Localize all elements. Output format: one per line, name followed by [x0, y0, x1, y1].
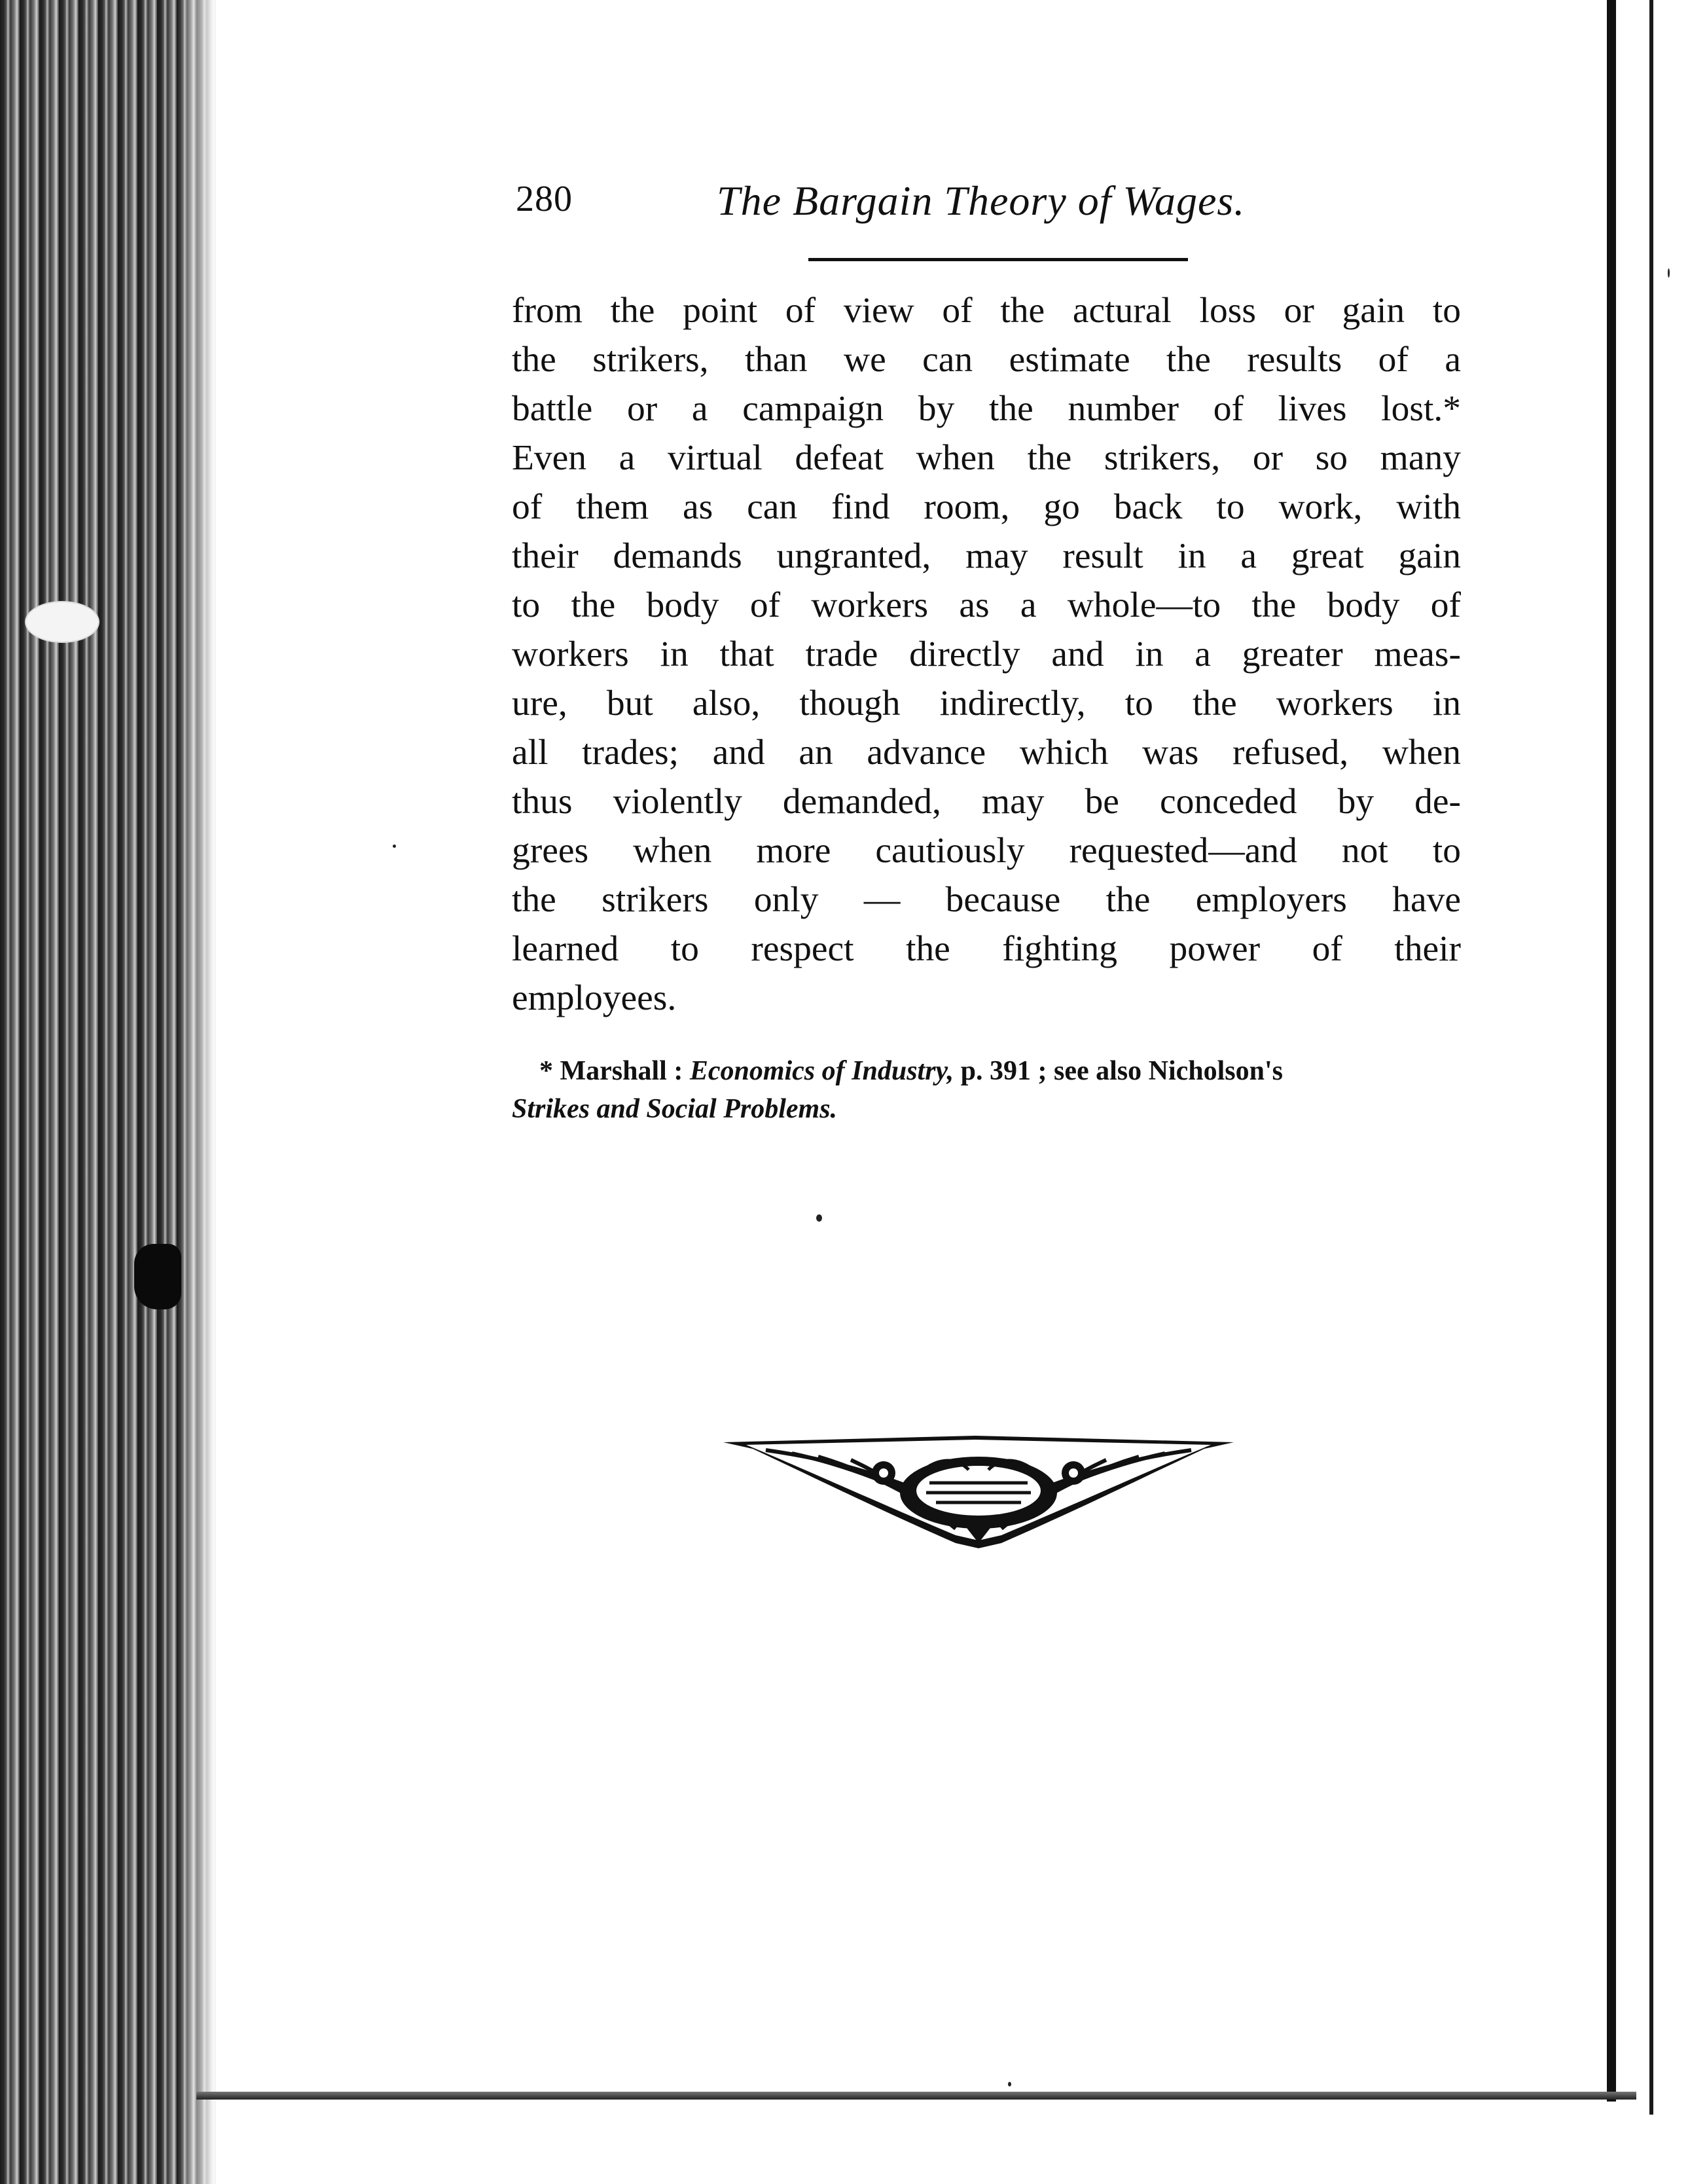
text-line: workers in that trade directly and in a greater meas-: [512, 634, 1461, 674]
right-page-border-thin: [1649, 0, 1653, 2115]
text-line: of them as can find room, go back to work, with: [512, 487, 1461, 527]
text-line: learned to respect the fighting power of their: [512, 929, 1461, 969]
book-page: [504, 172, 1473, 1124]
bottom-page-border: [196, 2092, 1636, 2100]
book-page-edge: [0, 0, 216, 2184]
text-line: battle or a campaign by the number of lives lost.*: [512, 389, 1461, 429]
header-rule: [808, 258, 1188, 261]
text-line: all trades; and an advance which was refused, when: [512, 733, 1461, 773]
footnote-title-second: Strikes and Social Problems.: [512, 1094, 838, 1124]
text-line: thus violently demanded, may be conceded by de-: [512, 782, 1461, 822]
text-line: their demands ungranted, may result in a great gain: [512, 536, 1461, 576]
text-line: Even a virtual defeat when the strikers, or so many: [512, 438, 1461, 478]
footnote-page-ref: p. 391 ; see also Nicholson's: [960, 1056, 1284, 1086]
text-line: employees.: [512, 978, 677, 1018]
scan-speck: [816, 1214, 822, 1222]
footnote-line: [512, 1052, 1464, 1090]
text-line: grees when more cautiously requested—and not to: [512, 831, 1461, 871]
footnote-title: Economics of Industry,: [689, 1056, 954, 1086]
footnote: [512, 1052, 1464, 1128]
binding-thread: [26, 602, 98, 642]
ink-blot: [134, 1244, 181, 1309]
scan-speck: [1668, 268, 1670, 278]
right-page-border: [1607, 0, 1616, 2102]
footnote-author: Marshall :: [560, 1056, 683, 1086]
running-title: The Bargain Theory of Wages.: [717, 177, 1246, 224]
text-line: the strikers only — because the employers have: [512, 880, 1461, 920]
page-number: 280: [516, 179, 573, 219]
scan-speck: [1008, 2082, 1011, 2086]
scan-speck: [393, 845, 396, 848]
body-paragraph: [512, 286, 1461, 1023]
text-line: to the body of workers as a whole—to the body of: [512, 585, 1461, 625]
eagle-tailpiece-ornament-icon: [720, 1430, 1237, 1548]
text-line: ure, but also, though indirectly, to the workers in: [512, 683, 1461, 723]
running-head: [504, 172, 1473, 237]
text-line: from the point of view of the actural loss or gain to: [512, 291, 1461, 331]
text-line: the strikers, than we can estimate the results of a: [512, 340, 1461, 380]
footnote-marker: *: [539, 1056, 553, 1086]
